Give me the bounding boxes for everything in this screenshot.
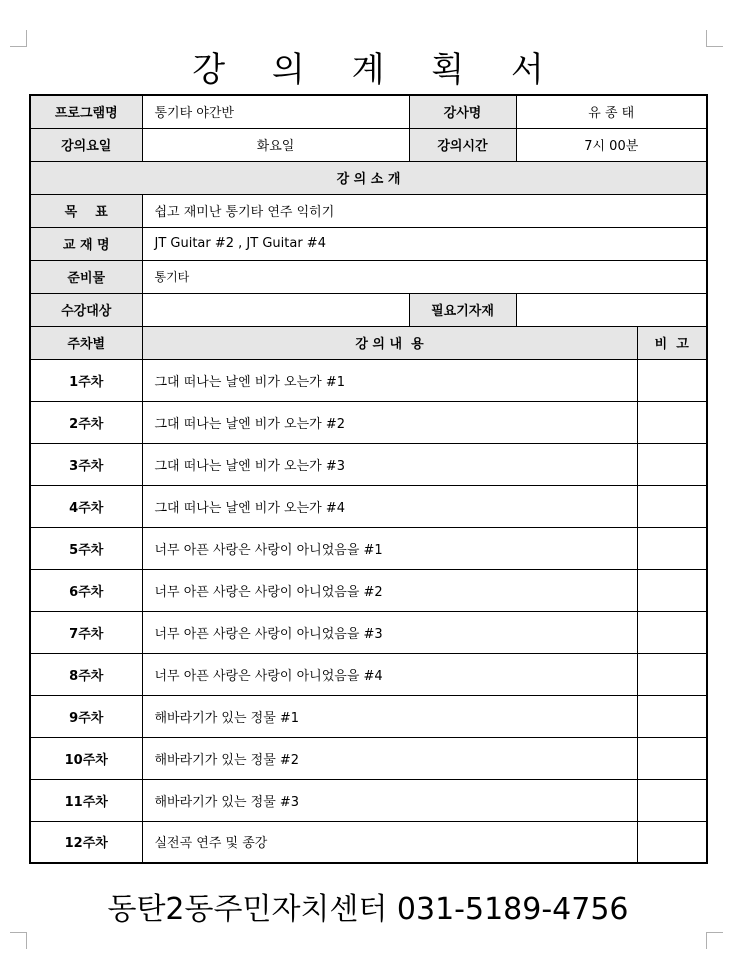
note-cell [637, 653, 707, 695]
note-cell [637, 401, 707, 443]
needs-label: 필요기자재 [409, 293, 516, 326]
goal-value: 쉽고 재미난 통기타 연주 익히기 [142, 194, 707, 227]
target-row [30, 293, 707, 326]
content-cell: 너무 아픈 사랑은 사랑이 아니었음을 #1 [142, 527, 637, 569]
week-cell: 8주차 [30, 653, 142, 695]
table-row [30, 359, 707, 401]
program-value: 통기타 야간반 [142, 95, 409, 128]
content-cell: 그대 떠나는 날엔 비가 오는가 #4 [142, 485, 637, 527]
table-row [30, 401, 707, 443]
content-cell: 해바라기가 있는 정물 #2 [142, 737, 637, 779]
week-cell: 2주차 [30, 401, 142, 443]
content-cell: 그대 떠나는 날엔 비가 오는가 #1 [142, 359, 637, 401]
intro-header-row [30, 161, 707, 194]
target-value [142, 293, 409, 326]
note-column-header: 비 고 [637, 326, 707, 359]
week-cell: 7주차 [30, 611, 142, 653]
week-cell: 12주차 [30, 821, 142, 863]
table-row [30, 779, 707, 821]
needs-value [516, 293, 707, 326]
crop-mark-bottom-right [706, 932, 723, 949]
instructor-label: 강사명 [409, 95, 516, 128]
lecture-plan-table [29, 94, 708, 864]
textbook-value: JT Guitar #2 , JT Guitar #4 [142, 227, 707, 260]
content-cell: 해바라기가 있는 정물 #1 [142, 695, 637, 737]
table-row [30, 695, 707, 737]
table-row [30, 611, 707, 653]
time-label: 강의시간 [409, 128, 516, 161]
day-label: 강의요일 [30, 128, 142, 161]
week-cell: 4주차 [30, 485, 142, 527]
materials-label: 준비물 [30, 260, 142, 293]
textbook-label: 교 재 명 [30, 227, 142, 260]
content-column-header: 강 의 내 용 [142, 326, 637, 359]
content-cell: 너무 아픈 사랑은 사랑이 아니었음을 #2 [142, 569, 637, 611]
table-row [30, 527, 707, 569]
content-cell: 실전곡 연주 및 종강 [142, 821, 637, 863]
instructor-value: 유 종 태 [516, 95, 707, 128]
week-cell: 11주차 [30, 779, 142, 821]
program-label: 프로그램명 [30, 95, 142, 128]
week-cell: 3주차 [30, 443, 142, 485]
note-cell [637, 695, 707, 737]
table-row [30, 443, 707, 485]
goal-label: 목 표 [30, 194, 142, 227]
note-cell [637, 611, 707, 653]
day-time-row [30, 128, 707, 161]
note-cell [637, 485, 707, 527]
week-column-header: 주차별 [30, 326, 142, 359]
note-cell [637, 359, 707, 401]
content-cell: 너무 아픈 사랑은 사랑이 아니었음을 #4 [142, 653, 637, 695]
content-cell: 너무 아픈 사랑은 사랑이 아니었음을 #3 [142, 611, 637, 653]
materials-value: 통기타 [142, 260, 707, 293]
week-cell: 6주차 [30, 569, 142, 611]
schedule-header-row [30, 326, 707, 359]
footer-contact: 동탄2동주민자치센터 031-5189-4756 [107, 892, 629, 927]
note-cell [637, 443, 707, 485]
note-cell [637, 779, 707, 821]
table-row [30, 737, 707, 779]
content-cell: 해바라기가 있는 정물 #3 [142, 779, 637, 821]
target-label: 수강대상 [30, 293, 142, 326]
table-row [30, 569, 707, 611]
table-row [30, 821, 707, 863]
time-value: 7시 00분 [516, 128, 707, 161]
day-value: 화요일 [142, 128, 409, 161]
week-cell: 9주차 [30, 695, 142, 737]
table-row [30, 653, 707, 695]
note-cell [637, 821, 707, 863]
note-cell [637, 569, 707, 611]
page-title: 강 의 계 획 서 [192, 50, 562, 90]
content-cell: 그대 떠나는 날엔 비가 오는가 #3 [142, 443, 637, 485]
note-cell [637, 527, 707, 569]
program-row [30, 95, 707, 128]
crop-mark-bottom-left [10, 932, 27, 949]
textbook-row [30, 227, 707, 260]
note-cell [637, 737, 707, 779]
table-row [30, 485, 707, 527]
week-cell: 10주차 [30, 737, 142, 779]
materials-row [30, 260, 707, 293]
content-cell: 그대 떠나는 날엔 비가 오는가 #2 [142, 401, 637, 443]
week-cell: 1주차 [30, 359, 142, 401]
goal-row [30, 194, 707, 227]
week-cell: 5주차 [30, 527, 142, 569]
intro-section-title: 강 의 소 개 [30, 161, 707, 194]
